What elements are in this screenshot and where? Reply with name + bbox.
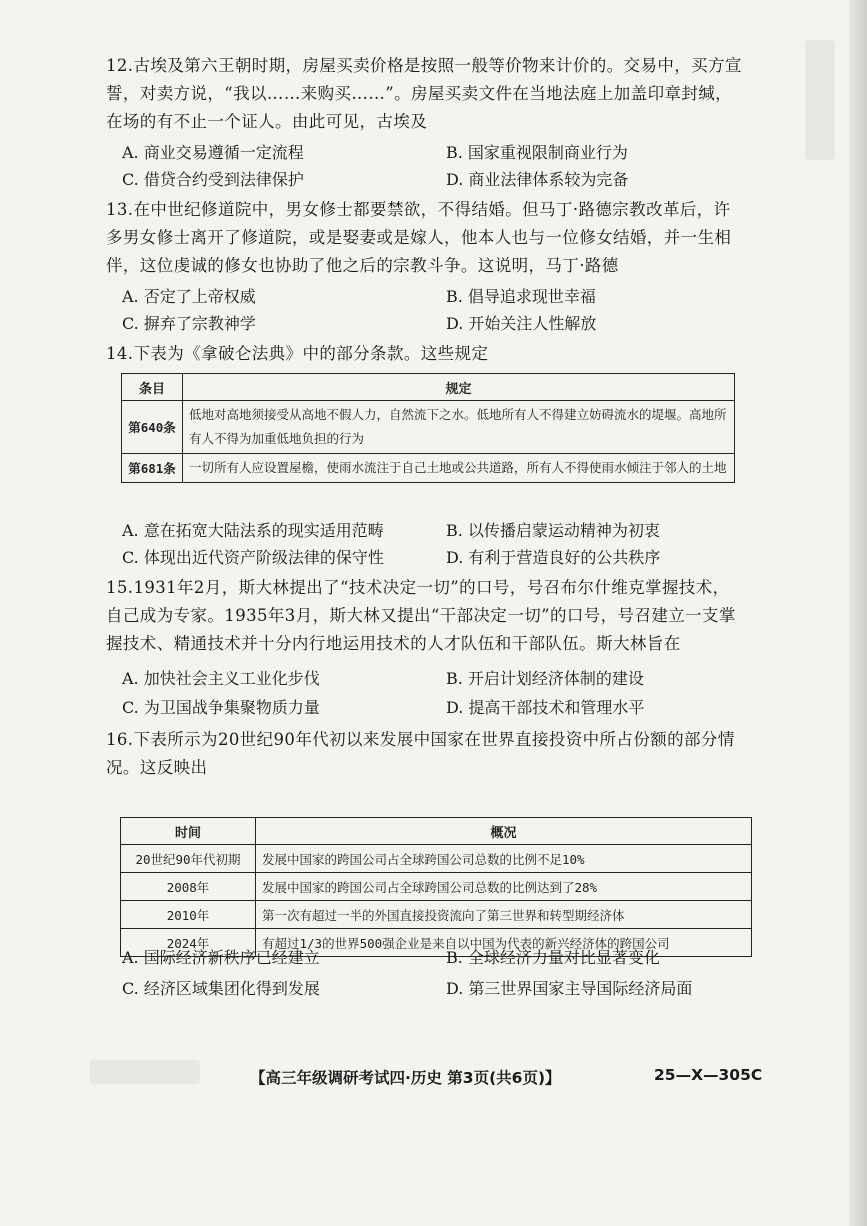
table-header-article: 条目 [122, 374, 183, 401]
table-header-overview: 概况 [256, 818, 752, 845]
table-row [122, 454, 735, 483]
question-13-stem: 13.在中世纪修道院中，男女修士都要禁欲，不得结婚。但马丁·路德宗教改革后，许多男女修士离开了修道院，或是娶妻或是嫁人，他本人也与一位修女结婚，并一生相伴，这位虔诚的修女也协助了他之后的宗教斗争。这说明，马丁·路德 [106, 200, 732, 275]
table-cell-rule: 低地对高地须接受从高地不假人力，自然流下之水。低地所有人不得建立妨碍流水的堤堰。高地所有人不得为加重低地负担的行为 [183, 401, 735, 454]
table-cell-overview: 发展中国家的跨国公司占全球跨国公司总数的比例达到了28% [256, 873, 752, 901]
table-cell-time: 2008年 [121, 873, 256, 901]
question-13-option-b[interactable]: B. 倡导追求现世幸福 [446, 287, 596, 306]
page-footer-code: 25—X—305C [654, 1066, 763, 1084]
table-cell-article: 第640条 [122, 401, 183, 454]
question-15-option-b[interactable]: B. 开启计划经济体制的建设 [446, 669, 644, 688]
page-footer-title: 【高三年级调研考试四·历史 第3页(共6页)】 [250, 1069, 561, 1087]
question-14-option-b[interactable]: B. 以传播启蒙运动精神为初衷 [446, 521, 660, 540]
table-row [121, 901, 752, 929]
question-15-option-c[interactable]: C. 为卫国战争集聚物质力量 [122, 698, 320, 717]
table-header-row [122, 374, 735, 401]
table-cell-article: 第681条 [122, 454, 183, 483]
table-cell-overview: 第一次有超过一半的外国直接投资流向了第三世界和转型期经济体 [256, 901, 752, 929]
table-row [121, 873, 752, 901]
question-12-option-c[interactable]: C. 借贷合约受到法律保护 [122, 170, 304, 189]
question-14-option-d[interactable]: D. 有利于营造良好的公共秩序 [446, 548, 661, 567]
table-cell-time: 2010年 [121, 901, 256, 929]
table-cell-time: 20世纪90年代初期 [121, 845, 256, 873]
table-cell-overview: 有超过1/3的世界500强企业是来自以中国为代表的新兴经济体的跨国公司 [256, 929, 752, 957]
question-16-table [120, 817, 752, 957]
question-16-option-a[interactable]: A. 国际经济新秩序已经建立 [122, 948, 320, 967]
scan-smudge [90, 1060, 200, 1084]
table-row [121, 845, 752, 873]
table-row [122, 401, 735, 454]
question-14-stem: 14.下表为《拿破仑法典》中的部分条款。这些规定 [106, 344, 489, 363]
question-13-option-a[interactable]: A. 否定了上帝权威 [122, 287, 256, 306]
question-16-stem: 16.下表所示为20世纪90年代初以来发展中国家在世界直接投资中所占份额的部分情况。这反映出 [106, 730, 735, 777]
table-cell-rule: 一切所有人应设置屋檐，使雨水流注于自己土地或公共道路，所有人不得使雨水倾注于邻人的土地 [183, 454, 735, 483]
table-cell-overview: 发展中国家的跨国公司占全球跨国公司总数的比例不足10% [256, 845, 752, 873]
table-header-time: 时间 [121, 818, 256, 845]
question-16-option-b[interactable]: B. 全球经济力量对比显著变化 [446, 948, 660, 967]
question-12-stem: 12.古埃及第六王朝时期，房屋买卖价格是按照一般等价物来计价的。交易中，买方宣誓，对卖方说，“我以……来购买……”。房屋买卖文件在当地法庭上加盖印章封缄，在场的有不止一个证人。由此可见，古埃及 [106, 56, 742, 131]
question-13-option-c[interactable]: C. 摒弃了宗教神学 [122, 314, 256, 333]
question-14-table [121, 373, 735, 483]
question-12-option-d[interactable]: D. 商业法律体系较为完备 [446, 170, 629, 189]
question-12-option-a[interactable]: A. 商业交易遵循一定流程 [122, 143, 304, 162]
question-15-option-d[interactable]: D. 提高干部技术和管理水平 [446, 698, 645, 717]
question-15-option-a[interactable]: A. 加快社会主义工业化步伐 [122, 669, 320, 688]
question-12-option-b[interactable]: B. 国家重视限制商业行为 [446, 143, 628, 162]
scan-edge [849, 0, 867, 1226]
table-header-rule: 规定 [183, 374, 735, 401]
question-16-option-d[interactable]: D. 第三世界国家主导国际经济局面 [446, 979, 693, 998]
table-header-row [121, 818, 752, 845]
question-15-stem: 15.1931年2月，斯大林提出了“技术决定一切”的口号，号召布尔什维克掌握技术，自己成为专家。1935年3月，斯大林又提出“干部决定一切”的口号，号召建立一支掌握技术、精通技术并十分内行地运用技术的人才队伍和干部队伍。斯大林旨在 [106, 578, 736, 653]
question-14-option-c[interactable]: C. 体现出近代资产阶级法律的保守性 [122, 548, 384, 567]
question-14-option-a[interactable]: A. 意在拓宽大陆法系的现实适用范畴 [122, 521, 384, 540]
question-16-option-c[interactable]: C. 经济区域集团化得到发展 [122, 979, 320, 998]
table-cell-time: 2024年 [121, 929, 256, 957]
scan-smudge [805, 40, 835, 160]
question-13-option-d[interactable]: D. 开始关注人性解放 [446, 314, 597, 333]
